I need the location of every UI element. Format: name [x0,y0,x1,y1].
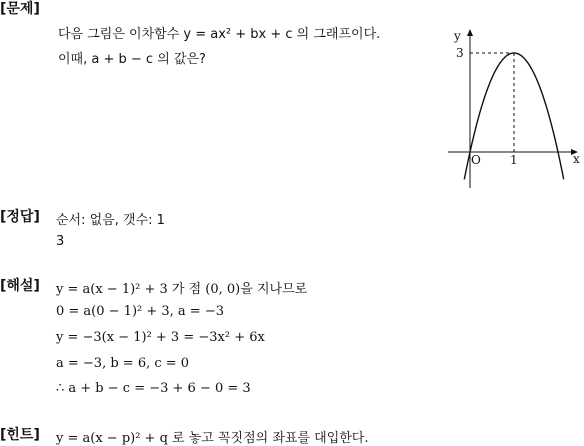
solution-tag: [해설] [0,278,40,294]
solution-line-2: 0 = a(0 − 1)² + 3, a = −3 [56,304,224,319]
problem-line-1: 다음 그림은 이차함수 y = ax² + bx + c 의 그래프이다. [58,27,381,42]
parabola-graph [446,26,582,192]
y-axis-label: y [454,29,461,43]
solution-line-1: y = a(x − 1)² + 3 가 점 (0, 0)을 지나므로 [56,282,308,297]
solution-line-3: y = −3(x − 1)² + 3 = −3x² + 6x [56,330,265,345]
answer-line-1: 순서: 없음, 갯수: 1 [56,213,165,228]
answer-tag: [정답] [0,209,40,225]
answer-line-2: 3 [56,234,65,249]
origin-label: O [471,153,481,167]
solution-line-4: a = −3, b = 6, c = 0 [56,356,190,371]
x-axis-label: x [573,152,580,166]
y-axis-arrow [467,29,473,36]
problem-line-2: 이때, a + b − c 의 값은? [58,52,206,67]
vertex-y-tick-label: 3 [456,46,464,60]
solution-line-5: ∴ a + b − c = −3 + 6 − 0 = 3 [56,381,251,396]
vertex-x-tick-label: 1 [510,153,518,167]
hint-tag: [힌트] [0,427,40,443]
problem-tag: [문제] [0,1,40,17]
hint-line-1: y = a(x − p)² + q 로 놓고 꼭짓점의 좌표를 대입한다. [56,431,369,446]
